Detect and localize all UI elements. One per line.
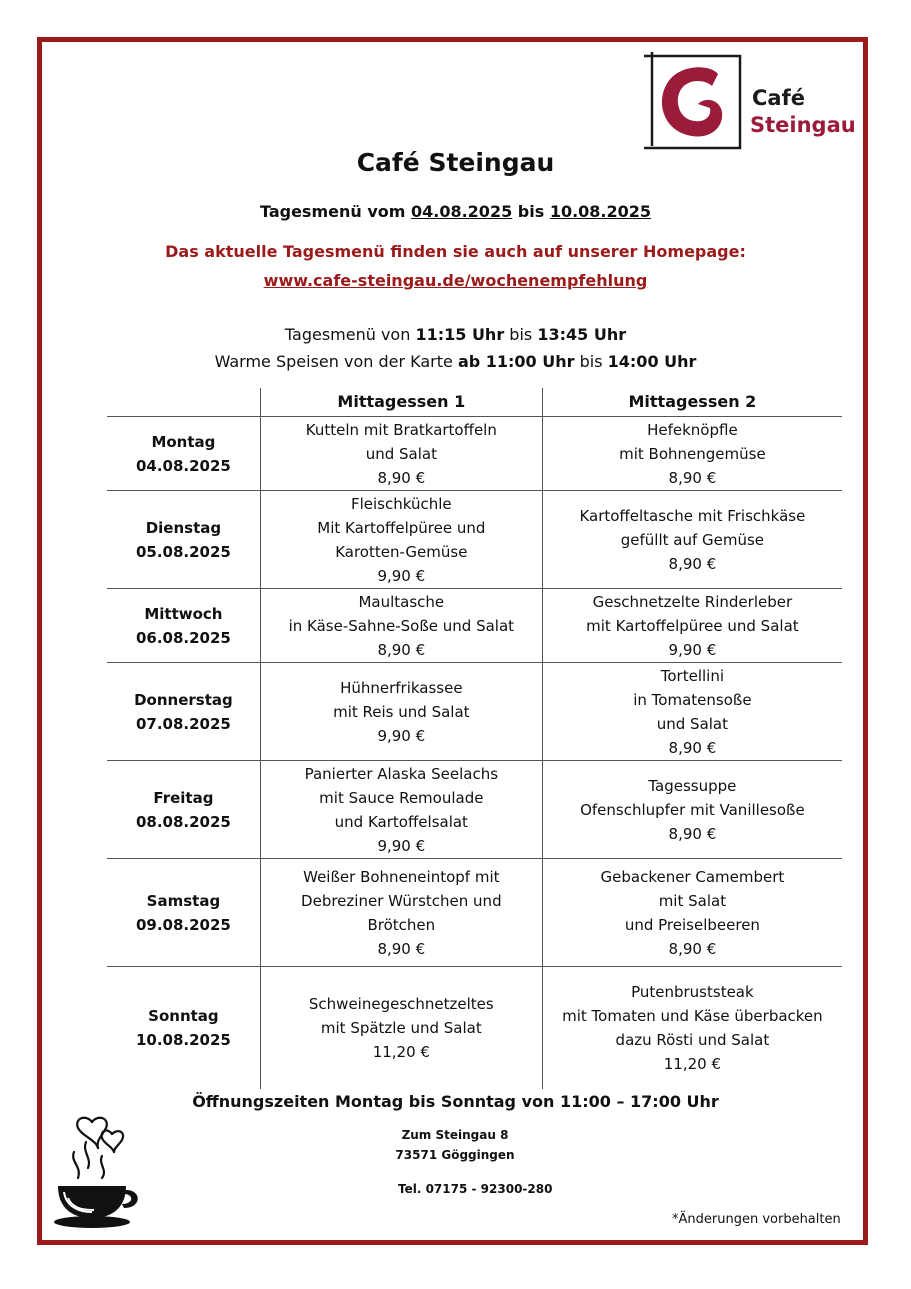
day-cell xyxy=(107,663,260,761)
meal-2-cell-line: 9,90 € xyxy=(668,640,717,659)
meal-2-cell-line: mit Bohnengemüse xyxy=(619,444,766,463)
meal-1-cell-line: 8,90 € xyxy=(377,939,426,958)
day-cell-line: Sonntag xyxy=(148,1006,219,1025)
meal-2-cell xyxy=(542,859,842,967)
meal-2-cell-line: 11,20 € xyxy=(663,1054,722,1073)
meal-2-cell xyxy=(542,589,842,663)
meal-2-cell-line: Geschnetzelte Rinderleber xyxy=(592,592,793,611)
meal-2-cell-line: 8,90 € xyxy=(668,824,717,843)
meal-1-cell-line: Brötchen xyxy=(367,915,436,934)
meal-1-cell xyxy=(260,663,542,761)
menu-body xyxy=(107,417,842,1089)
menu-row xyxy=(107,417,842,491)
header-mittagessen-1: Mittagessen 1 xyxy=(260,388,542,417)
meal-1-cell-line: 9,90 € xyxy=(377,836,426,855)
changes-note: *Änderungen vorbehalten xyxy=(672,1212,841,1227)
meal-2-cell xyxy=(542,417,842,491)
week-to: 10.08.2025 xyxy=(549,202,652,221)
homepage-notice: Das aktuelle Tagesmenü finden sie auch auf unserer Homepage: xyxy=(165,242,746,261)
meal-1-cell xyxy=(260,859,542,967)
meal-1-cell-line: Weißer Bohneneintopf mit xyxy=(303,867,500,886)
day-cell-line: 08.08.2025 xyxy=(135,812,231,831)
day-cell xyxy=(107,417,260,491)
meal-2-cell-line: und Preiselbeeren xyxy=(624,915,760,934)
day-cell-line: 04.08.2025 xyxy=(135,456,231,475)
meal-1-cell-line: mit Reis und Salat xyxy=(333,702,470,721)
meal-2-cell-line: Hefeknöpfle xyxy=(647,420,738,439)
logo-word-steingau: Steingau xyxy=(750,113,856,137)
meal-1-cell-line: Panierter Alaska Seelachs xyxy=(304,764,499,783)
day-cell xyxy=(107,491,260,589)
coffee-cup-hearts-icon xyxy=(52,1112,147,1232)
meal-2-cell-line: Tagessuppe xyxy=(648,776,737,795)
cafe-steingau-logo-icon xyxy=(640,52,860,152)
address-city: 73571 Göggingen xyxy=(395,1148,515,1162)
day-cell-line: Samstag xyxy=(146,891,221,910)
meal-2-cell-line: Ofenschlupfer mit Vanillesoße xyxy=(580,800,805,819)
menu-row xyxy=(107,967,842,1089)
day-cell-line: Freitag xyxy=(153,788,214,807)
phone-number: Tel. 07175 - 92300-280 xyxy=(398,1182,553,1196)
meal-1-cell-line: mit Spätzle und Salat xyxy=(320,1018,482,1037)
meal-2-cell xyxy=(542,761,842,859)
meal-1-cell-line: Hühnerfrikassee xyxy=(340,678,463,697)
address-street: Zum Steingau 8 xyxy=(401,1128,509,1142)
meal-1-cell xyxy=(260,417,542,491)
day-cell-line: 09.08.2025 xyxy=(135,915,231,934)
meal-1-cell-line: Maultasche xyxy=(358,592,445,611)
day-cell-line: Montag xyxy=(151,432,216,451)
meal-2-cell-line: 8,90 € xyxy=(668,939,717,958)
meal-1-cell xyxy=(260,589,542,663)
day-cell xyxy=(107,967,260,1089)
meal-2-cell-line: Gebackener Camembert xyxy=(600,867,785,886)
meal-1-cell-line: 8,90 € xyxy=(377,468,426,487)
week-from: 04.08.2025 xyxy=(410,202,513,221)
menu-times: Tagesmenü von 11:15 Uhr bis 13:45 Uhr xyxy=(284,325,627,344)
meal-1-cell-line: Schweinegeschnetzeltes xyxy=(308,994,494,1013)
meal-1-cell xyxy=(260,761,542,859)
meal-2-cell-line: gefüllt auf Gemüse xyxy=(620,530,765,549)
meal-1-cell-line: 8,90 € xyxy=(377,640,426,659)
day-cell-line: 07.08.2025 xyxy=(135,714,231,733)
meal-2-cell-line: in Tomatensoße xyxy=(633,690,752,709)
meal-2-cell xyxy=(542,491,842,589)
day-cell-line: 10.08.2025 xyxy=(135,1030,231,1049)
meal-1-cell-line: in Käse-Sahne-Soße und Salat xyxy=(288,616,515,635)
meal-1-cell-line: Fleischküchle xyxy=(350,494,452,513)
day-cell-line: 06.08.2025 xyxy=(135,628,231,647)
day-cell-line: Donnerstag xyxy=(134,690,233,709)
day-cell xyxy=(107,589,260,663)
meal-2-cell-line: Tortellini xyxy=(660,666,725,685)
header-mittagessen-2: Mittagessen 2 xyxy=(542,388,842,417)
menu-row xyxy=(107,663,842,761)
meal-1-cell-line: Kutteln mit Bratkartoffeln xyxy=(305,420,497,439)
meal-2-cell-line: dazu Rösti und Salat xyxy=(615,1030,770,1049)
menu-row xyxy=(107,589,842,663)
menu-table xyxy=(107,388,842,1089)
meal-1-cell-line: Mit Kartoffelpüree und xyxy=(317,518,486,537)
meal-2-cell-line: und Salat xyxy=(656,714,729,733)
meal-2-cell xyxy=(542,663,842,761)
menu-row xyxy=(107,491,842,589)
kitchen-times: Warme Speisen von der Karte ab 11:00 Uhr bis 14:00 Uhr xyxy=(214,352,697,371)
meal-1-cell-line: Debreziner Würstchen und xyxy=(301,891,502,910)
menu-row xyxy=(107,859,842,967)
meal-2-cell-line: mit Tomaten und Käse überbacken xyxy=(562,1006,823,1025)
day-cell-line: 05.08.2025 xyxy=(135,542,231,561)
meal-1-cell-line: und Kartoffelsalat xyxy=(334,812,468,831)
meal-1-cell-line: und Salat xyxy=(365,444,437,463)
meal-2-cell-line: 8,90 € xyxy=(668,554,717,573)
meal-1-cell-line: 9,90 € xyxy=(377,726,426,745)
meal-1-cell-line: 11,20 € xyxy=(372,1042,430,1061)
meal-2-cell-line: mit Kartoffelpüree und Salat xyxy=(586,616,799,635)
meal-1-cell-line: 9,90 € xyxy=(377,566,426,585)
day-cell xyxy=(107,761,260,859)
logo-word-cafe: Café xyxy=(752,86,805,110)
meal-2-cell-line: 8,90 € xyxy=(668,468,717,487)
meal-2-cell-line: Kartoffeltasche mit Frischkäse xyxy=(579,506,806,525)
day-cell xyxy=(107,859,260,967)
homepage-link[interactable]: www.cafe-steingau.de/wochenempfehlung xyxy=(263,271,648,290)
meal-2-cell-line: 8,90 € xyxy=(668,738,717,757)
meal-2-cell-line: mit Salat xyxy=(658,891,727,910)
page-title: Café Steingau xyxy=(356,148,555,177)
day-cell-line: Mittwoch xyxy=(144,604,223,623)
day-cell-line: Dienstag xyxy=(145,518,222,537)
header-empty xyxy=(107,388,260,417)
meal-1-cell xyxy=(260,967,542,1089)
meal-1-cell xyxy=(260,491,542,589)
meal-1-cell-line: Karotten-Gemüse xyxy=(335,542,468,561)
week-range: Tagesmenü vom 04.08.2025 bis 10.08.2025 xyxy=(259,202,652,221)
meal-2-cell-line: Putenbruststeak xyxy=(631,982,754,1001)
meal-1-cell-line: mit Sauce Remoulade xyxy=(319,788,484,807)
meal-2-cell xyxy=(542,967,842,1089)
menu-row xyxy=(107,761,842,859)
opening-hours: Öffnungszeiten Montag bis Sonntag von 11:00 – 17:00 Uhr xyxy=(192,1092,719,1111)
